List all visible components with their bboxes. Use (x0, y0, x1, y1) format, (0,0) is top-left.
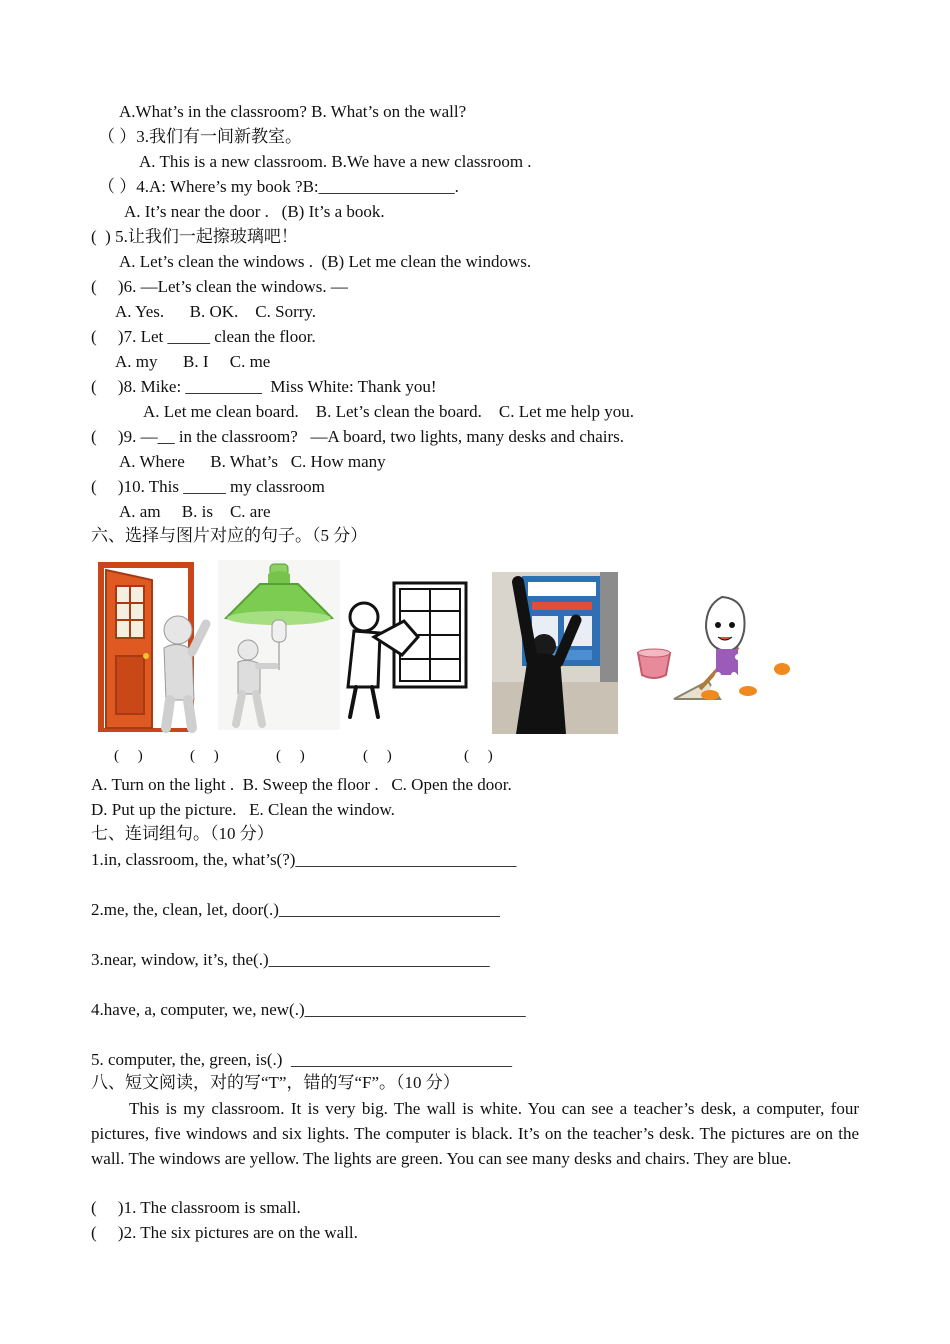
q10-options: A. am B. is C. are (119, 502, 271, 521)
q5-options: A. Let’s clean the windows . (B) Let me clean the windows. (119, 252, 532, 271)
section7-heading: 七、连词组句。（10 分） (91, 824, 274, 843)
q9-prompt: ( )9. —__ in the classroom? —A board, two lights, many desks and chairs. (91, 427, 625, 446)
q8-options: A. Let me clean board. B. Let’s clean the board. C. Let me help you. (143, 402, 634, 421)
q6-options: A. Yes. B. OK. C. Sorry. (115, 302, 317, 321)
sweeping-cartoon-picture (634, 595, 790, 713)
reading-passage: This is my classroom. It is very big. The wall is white. You can see a teacher’s desk, a computer, four pictures, five windows and six lights. The computer is black. It’s on the teacher’s desk. The pictures are on the wall. The windows are yellow. The lights are green. You can see many desks and chairs. They are blue. (91, 1099, 859, 1168)
q4-options: A. It’s near the door . (B) It’s a book. (124, 202, 385, 221)
door-figure-picture (94, 560, 216, 734)
q3-prompt: （ ）3.我们有一间新教室。 (98, 127, 302, 146)
q3-options: A. This is a new classroom. B.We have a new classroom . (139, 152, 532, 171)
reorder-item-1: 1.in, classroom, the, what’s(?)__________________________ (91, 850, 517, 869)
q6-prompt: ( )6. —Let’s clean the windows. — (91, 277, 348, 296)
section6-options-line2: D. Put up the picture. E. Clean the window. (91, 800, 395, 819)
answer-bracket-2[interactable]: ( ) (190, 748, 219, 764)
q9-options: A. Where B. What’s C. How many (119, 452, 386, 471)
reading-question-1: ( )1. The classroom is small. (91, 1198, 301, 1217)
q7-options: A. my B. I C. me (115, 352, 271, 371)
poster-photo-picture (492, 572, 618, 734)
lamp-figure-picture (218, 560, 340, 730)
q4-prompt: （ ）4.A: Where’s my book ?B:________________. (98, 177, 459, 196)
reorder-item-2: 2.me, the, clean, let, door(.)__________________________ (91, 900, 500, 919)
reading-question-2: ( )2. The six pictures are on the wall. (91, 1223, 358, 1242)
answer-bracket-4[interactable]: ( ) (363, 748, 392, 764)
reorder-item-4: 4.have, a, computer, we, new(.)__________________________ (91, 1000, 526, 1019)
answer-bracket-3[interactable]: ( ) (276, 748, 305, 764)
q5-prompt: ( ) 5.让我们一起擦玻璃吧！ (91, 227, 298, 246)
section6-options-line1: A. Turn on the light . B. Sweep the floor . C. Open the door. (91, 775, 512, 794)
reorder-item-3: 3.near, window, it’s, the(.)__________________________ (91, 950, 490, 969)
reorder-item-5: 5. computer, the, green, is(.) __________________________ (91, 1050, 512, 1069)
answer-bracket-5[interactable]: ( ) (464, 748, 493, 764)
window-cleaner-picture (344, 577, 472, 725)
picture-answer-brackets (0, 748, 950, 770)
section8-heading: 八、短文阅读，对的写“T”，错的写“F”。（10 分） (91, 1073, 460, 1092)
answer-bracket-1[interactable]: ( ) (114, 748, 143, 764)
q10-prompt: ( )10. This _____ my classroom (91, 477, 325, 496)
q8-prompt: ( )8. Mike: _________ Miss White: Thank you! (91, 377, 437, 396)
q7-prompt: ( )7. Let _____ clean the floor. (91, 327, 316, 346)
section6-heading: 六、选择与图片对应的句子。（5 分） (91, 526, 368, 545)
q2-options: A.What’s in the classroom? B. What’s on the wall? (119, 102, 467, 121)
